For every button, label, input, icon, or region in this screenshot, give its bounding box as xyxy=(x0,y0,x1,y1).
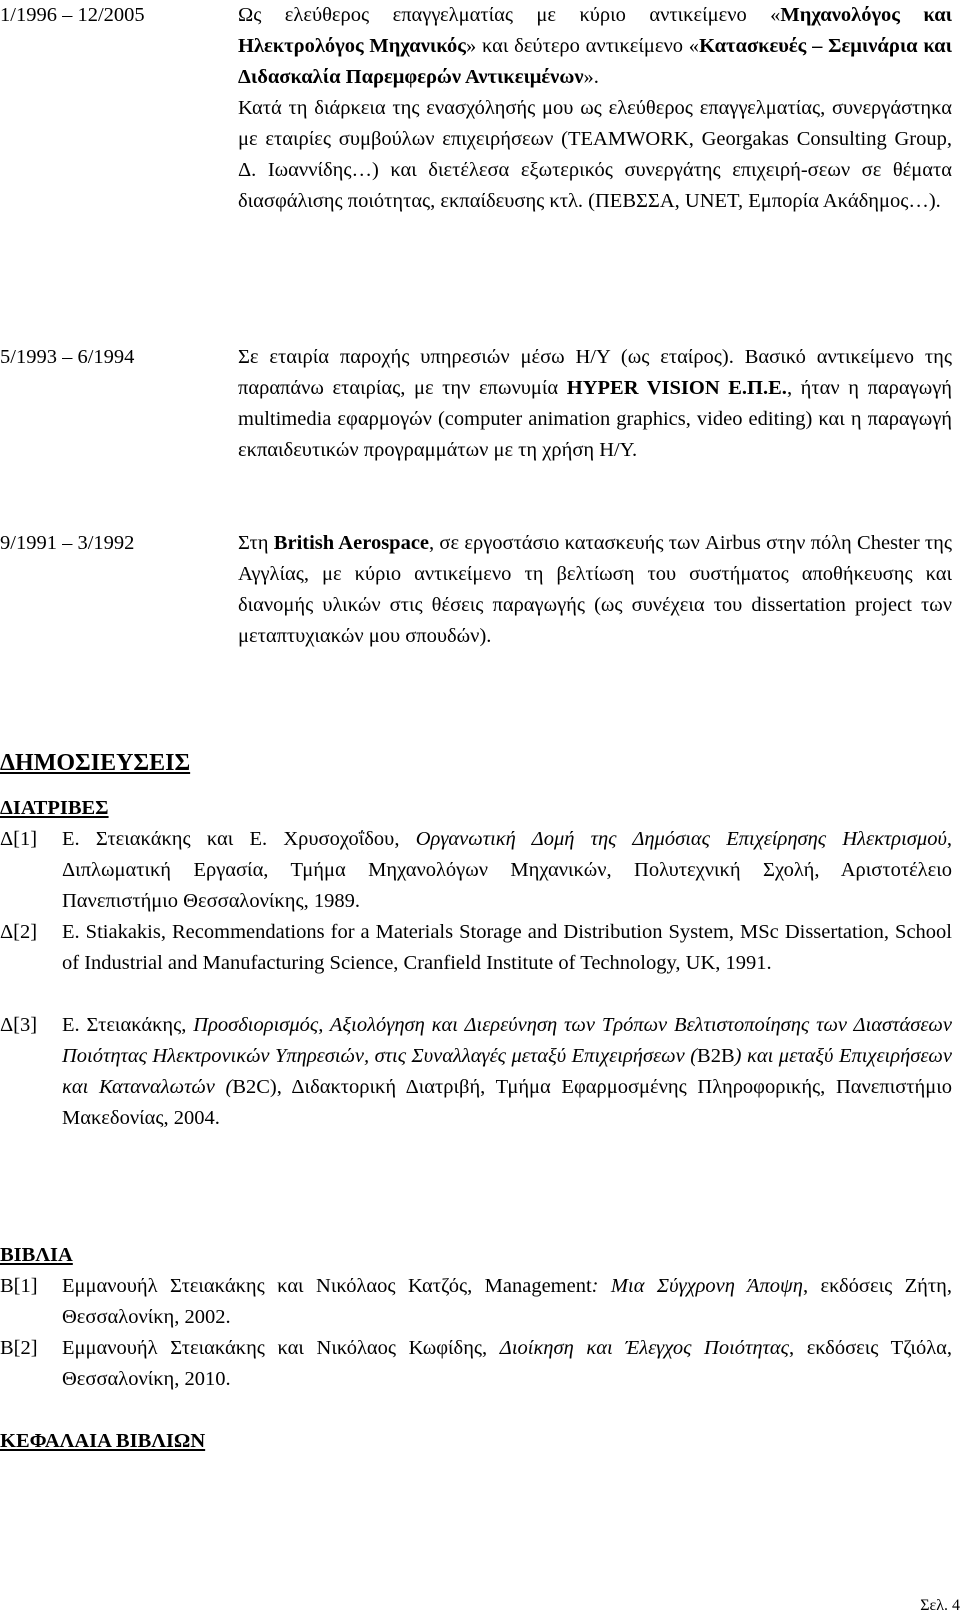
book-text xyxy=(62,1271,952,1333)
thesis-text xyxy=(62,1010,952,1134)
bold-text: Μηχανολόγος και Ηλεκτρολόγος Μηχανικός xyxy=(238,4,952,57)
text-run: Εμμανουήλ Στειακάκης και Νικόλαος Κωφίδης, xyxy=(62,1337,500,1359)
experience-date: 9/1991 – 3/1992 xyxy=(0,532,135,554)
thesis-text xyxy=(62,917,952,979)
text-run: Στη xyxy=(238,532,274,554)
text-run: B2B xyxy=(697,1045,735,1067)
text-run: , εκδόσεις Τζιόλα, Θεσσαλονίκη, 2010. xyxy=(62,1337,952,1390)
book-text xyxy=(62,1333,952,1395)
text-run: Κατά τη διάρκεια της ενασχόλησής μου ως ελεύθερος επαγγελματίας, συνεργάστηκα με εταιρίες συμβούλων επιχειρήσεων (TEAMWORK, Georgakas Consulting Group, Δ. Ιωαννίδης…) και διετέλεσα εξωτερικός συνεργάτης επιχειρή-σεων σε θέματα διασφάλισης ποιότητας, εκπαίδευσης κτλ. (ΠΕΒΣΣΑ, UNET, Εμπορία Ακάδημος…). xyxy=(238,97,952,212)
italic-text: Διοίκηση και Έλεγχος Ποιότητας xyxy=(499,1337,789,1359)
text-run: Εμμανουήλ Στειακάκης και Νικόλαος Κατζός, Management xyxy=(62,1275,592,1297)
italic-text: Οργανωτική Δομή της Δημόσιας Επιχείρησης Ηλεκτρισμού xyxy=(415,828,947,850)
books-heading: ΒΙΒΛΙΑ xyxy=(0,1244,73,1266)
publications-heading: ΔΗΜΟΣΙΕΥΣΕΙΣ xyxy=(0,750,191,776)
experience-date: 1/1996 – 12/2005 xyxy=(0,4,145,26)
experience-paragraph xyxy=(238,528,952,652)
text-run: E. Stiakakis, Recommendations for a Materials Storage and Distribution System, MSc Dissertation, School of Industrial and Manufacturing Science, Cranfield Institute of Technology, UK, 1991. xyxy=(62,921,952,974)
bold-text: British Aerospace xyxy=(273,532,430,554)
text-run: Σε εταιρία παροχής υπηρεσιών μέσω Η/Υ (ως εταίρος). Βασικό αντικείμενο της παραπάνω εταιρίας, με την επωνυμία xyxy=(238,346,952,399)
experience-paragraph xyxy=(238,93,952,217)
bold-text: Κατασκευές – Σεμινάρια και Διδασκαλία Παρεμφερών Αντικειμένων xyxy=(238,35,952,88)
book-label: Β[2] xyxy=(0,1337,38,1359)
experience-description xyxy=(238,0,952,217)
italic-text: : Μια Σύγχρονη Άποψη xyxy=(591,1275,803,1297)
experience-date: 5/1993 – 6/1994 xyxy=(0,346,135,368)
bold-text: HYPER VISION Ε.Π.Ε. xyxy=(566,377,787,399)
text-run: , εκδόσεις Ζήτη, Θεσσαλονίκη, 2002. xyxy=(62,1275,952,1328)
thesis-label: Δ[1] xyxy=(0,828,38,850)
theses-heading: ΔΙΑΤΡΙΒΕΣ xyxy=(0,797,109,819)
italic-text: ) και μεταξύ Επιχειρήσεων και Καταναλωτών ( xyxy=(62,1045,952,1098)
thesis-label: Δ[2] xyxy=(0,921,38,943)
experience-paragraph xyxy=(238,342,952,466)
page-number: Σελ. 4 xyxy=(920,1597,960,1614)
experience-description xyxy=(238,342,952,466)
italic-text: Προσδιορισμός, Αξιολόγηση και Διερεύνηση των Τρόπων Βελτιστοποίησης των Διαστάσεων Ποιότητας Ηλεκτρονικών Υπηρεσιών, στις Συναλλαγές μεταξύ Επιχειρήσεων ( xyxy=(62,1014,952,1067)
experience-description xyxy=(238,528,952,652)
text-run: Ε. Στειακάκης και Ε. Χρυσοχοΐδου, xyxy=(62,828,416,850)
thesis-text xyxy=(62,824,952,917)
text-run: Ως ελεύθερος επαγγελματίας με κύριο αντικείμενο « xyxy=(238,4,781,26)
text-run: , ήταν η παραγωγή multimedia εφαρμογών (computer animation graphics, video editing) και η παραγωγή εκπαιδευτικών προγραμμάτων με τη χρήση Η/Υ. xyxy=(238,377,952,461)
text-run: Ε. Στειακάκης, xyxy=(62,1014,194,1036)
text-run: ». xyxy=(583,66,599,88)
text-run: , σε εργοστάσιο κατασκευής των Airbus στην πόλη Chester της Αγγλίας, με κύριο αντικείμενο τη βελτίωση του συστήματος αποθήκευσης και διανομής υλικών στις θέσεις παραγωγής (ως συνέχεια του dissertation project των μεταπτυχιακών μου σπουδών). xyxy=(238,532,952,647)
text-run: » και δεύτερο αντικείμενο « xyxy=(465,35,700,57)
book-chapters-heading: ΚΕΦΑΛΑΙΑ ΒΙΒΛΙΩΝ xyxy=(0,1430,206,1452)
text-run: B2C), Διδακτορική Διατριβή, Τμήμα Εφαρμοσμένης Πληροφορικής, Πανεπιστήμιο Μακεδονίας, 2004. xyxy=(62,1076,952,1129)
text-run: , Διπλωματική Εργασία, Τμήμα Μηχανολόγων Μηχανικών, Πολυτεχνική Σχολή, Αριστοτέλειο Πανεπιστήμιο Θεσσαλονίκης, 1989. xyxy=(62,828,952,912)
thesis-label: Δ[3] xyxy=(0,1014,38,1036)
experience-paragraph xyxy=(238,0,952,93)
book-label: Β[1] xyxy=(0,1275,38,1297)
